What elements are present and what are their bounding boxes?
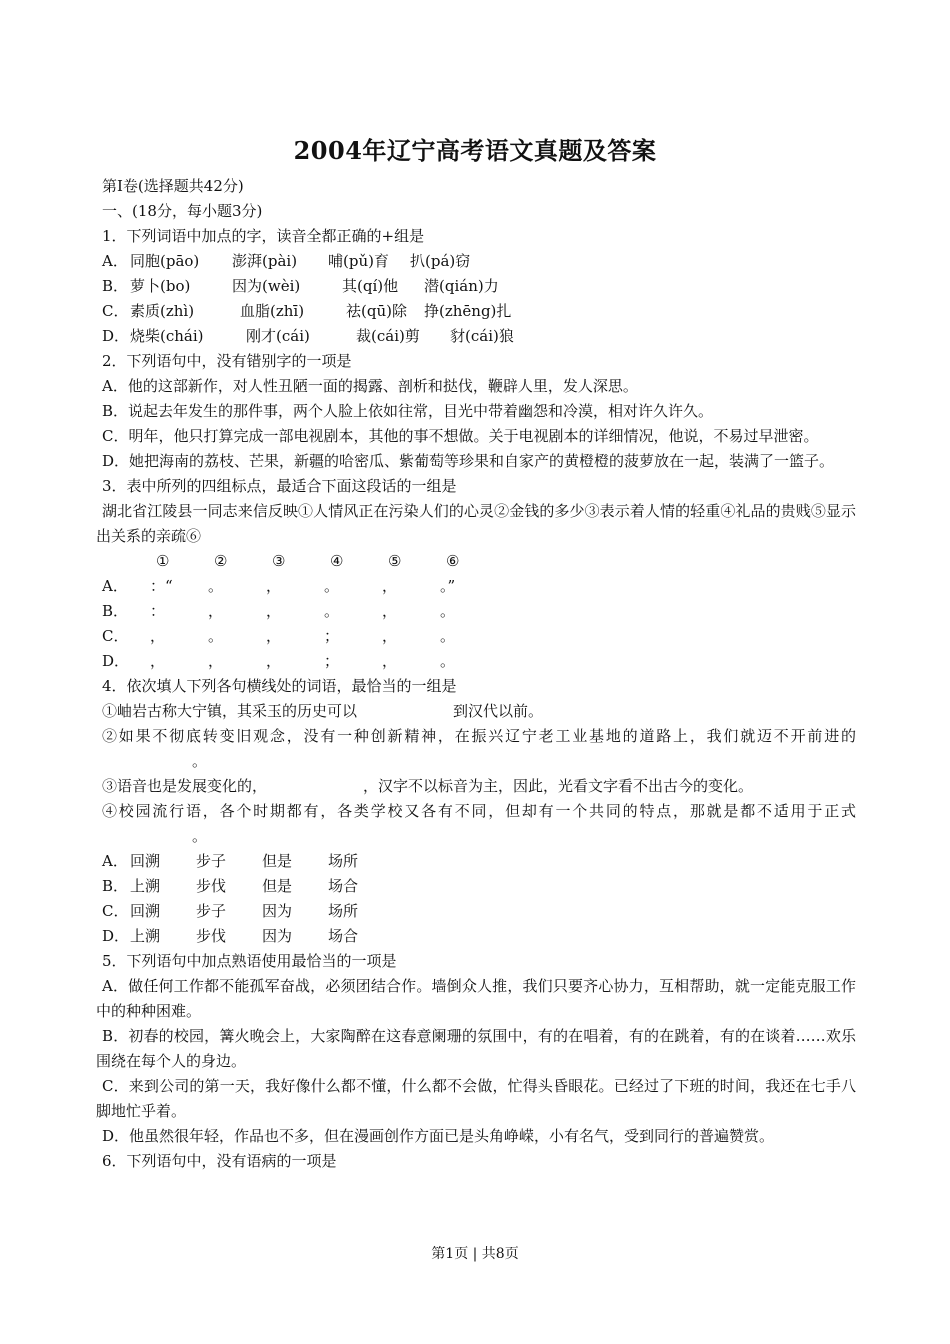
table-header-cell: ⑤ <box>388 552 402 570</box>
table-cell: ， <box>382 627 398 645</box>
question-3-passage-text: 湖北省江陵县一同志来信反映①人情风正在污染人们的心灵②金钱的多少③表示着人情的轻重④礼品的贵贱⑤显示出关系的亲疏⑥ <box>96 502 856 545</box>
option-word: 因为(wèi) <box>232 277 301 295</box>
option-word: 素质(zhì) <box>130 302 195 320</box>
table-cell: ： <box>150 602 166 620</box>
question-2-option-c-text: C．明年，他只打算完成一部电视剧本，其他的事不想做。关于电视剧本的详细情况，他说，不易过早泄密。 <box>102 427 819 445</box>
table-cell: ， <box>208 602 224 620</box>
question-5-option-a-text: A．做任何工作都不能孤军奋战，必须团结合作。墙倒众人推，我们只要齐心协力，互相帮助，就一定能克服工作中的种种困难。 <box>96 977 856 1020</box>
question-5-option-c-text: C．来到公司的第一天，我好像什么都不懂，什么都不会做，忙得头昏眼花。已经过了下班的时间，我还在七手八脚地忙乎着。 <box>96 1077 856 1120</box>
document-body <box>96 174 856 1174</box>
option-label: D． <box>102 927 130 945</box>
option-label: C． <box>102 302 129 320</box>
question-1-option-b <box>96 274 856 299</box>
option-word: 步子 <box>196 902 227 920</box>
option-word: 血脂(zhī) <box>240 302 305 320</box>
punctuation-table-row-a <box>96 574 856 599</box>
question-4-sentence-4 <box>96 799 856 849</box>
sentence-text: 。 <box>192 752 208 770</box>
option-word: 豺(cái)狼 <box>450 327 514 345</box>
question-4-sentence-1 <box>96 699 856 724</box>
part-heading: 一、(18分，每小题3分) <box>102 202 263 220</box>
table-cell: 。 <box>324 577 340 595</box>
question-1-stem: 1．下列词语中加点的字，读音全都正确的+组是 <box>102 227 425 245</box>
option-word: 场所 <box>328 902 359 920</box>
option-word: 同胞(pāo) <box>130 252 200 270</box>
option-word: 潜(qián)力 <box>424 277 499 295</box>
option-label: A． <box>102 252 128 270</box>
option-word: 因为 <box>262 902 293 920</box>
question-2-option-a: A．他的这部新作，对人性丑陋一面的揭露、剖析和挞伐，鞭辟人里，发人深思。 <box>102 377 638 395</box>
punctuation-table-header <box>96 549 856 574</box>
table-header-cell: ① <box>156 552 170 570</box>
table-cell: 。” <box>440 577 456 595</box>
table-cell: ， <box>266 577 282 595</box>
option-word: 裁(cái)剪 <box>356 327 420 345</box>
sentence-text: ①岫岩古称大宁镇，其采玉的历史可以 <box>102 702 358 720</box>
punctuation-table-row-d <box>96 649 856 674</box>
option-word: 场所 <box>328 852 359 870</box>
table-cell: 。 <box>208 577 224 595</box>
option-word: 上溯 <box>130 927 161 945</box>
question-5-stem: 5．下列语句中加点熟语使用最恰当的一项是 <box>102 952 397 970</box>
option-label: D． <box>102 327 130 345</box>
row-label: D． <box>102 652 130 670</box>
option-word: 步子 <box>196 852 227 870</box>
option-label: A． <box>102 852 128 870</box>
sentence-text: ③语音也是发展变化的， <box>102 777 268 795</box>
table-cell: 。 <box>440 652 456 670</box>
option-word: 其(qí)他 <box>342 277 399 295</box>
question-4-stem: 4．依次填人下列各句横线处的词语，最恰当的一组是 <box>102 677 457 695</box>
table-cell: 。 <box>324 602 340 620</box>
question-6-stem: 6．下列语句中，没有语病的一项是 <box>102 1152 337 1170</box>
question-2-option-d-text: D．她把海南的荔枝、芒果，新疆的哈密瓜、紫葡萄等珍果和自家产的黄橙橙的菠萝放在一起，装满了一篮子。 <box>102 452 835 470</box>
table-cell: ； <box>324 652 340 670</box>
section-heading: 第Ⅰ卷(选择题共42分) <box>102 177 244 195</box>
table-cell: 。 <box>440 627 456 645</box>
option-word: 刚才(cái) <box>246 327 310 345</box>
table-cell: ， <box>266 627 282 645</box>
table-cell: ， <box>266 652 282 670</box>
table-header-cell: ② <box>214 552 228 570</box>
question-5-option-d: D．他虽然很年轻，作品也不多，但在漫画创作方面已是头角峥嵘，小有名气，受到同行的普遍赞赏。 <box>102 1127 775 1145</box>
question-1-option-d <box>96 324 856 349</box>
question-2-option-d <box>96 449 856 474</box>
question-1-option-c <box>96 299 856 324</box>
table-cell: ； <box>324 627 340 645</box>
table-cell: ， <box>382 577 398 595</box>
question-2-option-c <box>96 424 856 449</box>
table-cell: 。 <box>208 627 224 645</box>
sentence-text: ②如果不彻底转变旧观念，没有一种创新精神，在振兴辽宁老工业基地的道路上，我们就迈不开前进的 <box>102 727 856 745</box>
question-1-option-a <box>96 249 856 274</box>
option-word: 场合 <box>328 877 359 895</box>
option-label: B． <box>102 277 129 295</box>
sentence-text: 。 <box>192 827 208 845</box>
option-word: 澎湃(pài) <box>232 252 298 270</box>
table-cell: ， <box>208 652 224 670</box>
option-word: 回溯 <box>130 902 161 920</box>
option-word: 但是 <box>262 877 293 895</box>
question-3-passage <box>96 499 856 549</box>
option-word: 但是 <box>262 852 293 870</box>
table-cell: 。 <box>440 602 456 620</box>
row-label: A． <box>102 577 128 595</box>
question-4-sentence-3 <box>96 774 856 799</box>
punctuation-table-row-b <box>96 599 856 624</box>
table-cell: ， <box>150 652 166 670</box>
question-4-option-b <box>96 874 856 899</box>
option-word: 扒(pá)窃 <box>410 252 471 270</box>
question-5-option-b-text: B．初春的校园，篝火晚会上，大家陶醉在这春意阑珊的氛围中，有的在唱着，有的在跳着，有的在谈着……欢乐围绕在每个人的身边。 <box>96 1027 856 1070</box>
table-cell: ， <box>150 627 166 645</box>
table-header-cell: ③ <box>272 552 286 570</box>
question-5-option-c <box>96 1074 856 1124</box>
option-word: 步伐 <box>196 927 227 945</box>
option-word: 场合 <box>328 927 359 945</box>
sentence-text: ，汉字不以标音为主，因此，光看文字看不出古今的变化。 <box>363 777 754 795</box>
option-word: 祛(qū)除 <box>346 302 407 320</box>
option-word: 步伐 <box>196 877 227 895</box>
option-label: C． <box>102 902 129 920</box>
option-word: 烧柴(chái) <box>130 327 204 345</box>
row-label: B． <box>102 602 129 620</box>
question-3-stem: 3．表中所列的四组标点，最适合下面这段话的一组是 <box>102 477 457 495</box>
punctuation-table-row-c <box>96 624 856 649</box>
option-word: 哺(pǔ)育 <box>328 252 389 270</box>
table-cell: ， <box>382 602 398 620</box>
option-word: 上溯 <box>130 877 161 895</box>
question-4-option-a <box>96 849 856 874</box>
option-word: 萝卜(bo) <box>130 277 191 295</box>
sentence-text: 到汉代以前。 <box>453 702 544 720</box>
document-title: 2004年辽宁高考语文真题及答案 <box>293 136 657 165</box>
option-word: 因为 <box>262 927 293 945</box>
row-label: C． <box>102 627 129 645</box>
question-4-sentence-2 <box>96 724 856 774</box>
table-header-cell: ④ <box>330 552 344 570</box>
question-2-option-b: B．说起去年发生的那件事，两个人脸上依如往常，目光中带着幽怨和冷漠，相对许久许久。 <box>102 402 714 420</box>
question-5-option-a <box>96 974 856 1024</box>
question-2-stem: 2．下列语句中，没有错别字的一项是 <box>102 352 352 370</box>
option-word: 挣(zhēng)扎 <box>424 302 512 320</box>
table-cell: ， <box>382 652 398 670</box>
question-4-option-d <box>96 924 856 949</box>
option-label: B． <box>102 877 129 895</box>
question-5-option-b <box>96 1024 856 1074</box>
table-header-cell: ⑥ <box>446 552 460 570</box>
question-4-option-c <box>96 899 856 924</box>
option-word: 回溯 <box>130 852 161 870</box>
table-cell: ， <box>266 602 282 620</box>
sentence-text: ④校园流行语，各个时期都有，各类学校又各有不同，但却有一个共同的特点，那就是都不适用于正式 <box>102 802 856 820</box>
table-cell: ：“ <box>150 577 173 595</box>
page-footer: 第1页 | 共8页 <box>431 1246 519 1262</box>
